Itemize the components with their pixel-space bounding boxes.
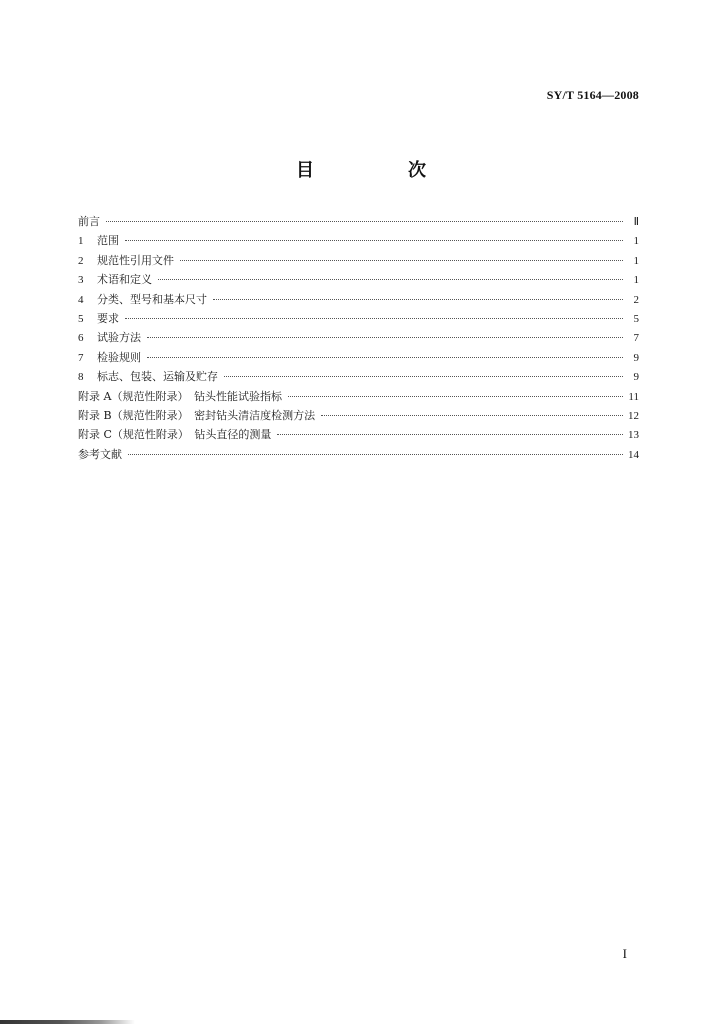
toc-entry-label: 附录 C（规范性附录） 钻头直径的测量 bbox=[78, 428, 272, 442]
toc-entry-appendix-a[interactable] bbox=[78, 387, 639, 406]
toc-entry-label: 附录 B（规范性附录） 密封钻头清洁度检测方法 bbox=[78, 408, 316, 422]
toc-entry-page: 14 bbox=[628, 448, 639, 461]
toc-entry-label: 范围 bbox=[97, 234, 119, 248]
toc-entry-foreword[interactable] bbox=[78, 212, 639, 231]
toc-entry-page: 2 bbox=[633, 293, 639, 306]
toc-entry-appendix-b[interactable] bbox=[78, 406, 639, 425]
toc-entry-label: 要求 bbox=[97, 311, 119, 325]
toc-entry-page: Ⅱ bbox=[633, 216, 639, 228]
toc-entry-label: 前言 bbox=[78, 215, 100, 228]
toc-entry-number: 5 bbox=[78, 312, 84, 325]
toc-entry-page: 12 bbox=[628, 409, 639, 422]
toc-entry-number: 8 bbox=[78, 371, 84, 384]
dot-leader bbox=[147, 356, 623, 358]
toc-entry-5[interactable] bbox=[78, 309, 639, 328]
toc-entry-8[interactable] bbox=[78, 367, 639, 386]
dot-leader bbox=[128, 453, 623, 455]
toc-entry-label: 分类、型号和基本尺寸 bbox=[97, 292, 207, 306]
dot-leader bbox=[180, 259, 623, 261]
toc-entry-label: 标志、包装、运输及贮存 bbox=[97, 370, 218, 384]
toc-entry-label: 规范性引用文件 bbox=[97, 253, 174, 267]
toc-entry-2[interactable] bbox=[78, 251, 639, 270]
dot-leader bbox=[321, 414, 623, 416]
toc-entry-page: 7 bbox=[633, 332, 639, 345]
toc-entry-number: 1 bbox=[78, 235, 84, 248]
toc-entry-references[interactable] bbox=[78, 445, 639, 464]
dot-leader bbox=[288, 395, 623, 397]
toc-entry-appendix-c[interactable] bbox=[78, 425, 639, 444]
toc-entry-page: 11 bbox=[628, 390, 639, 403]
dot-leader bbox=[224, 375, 623, 377]
toc-entry-label: 参考文献 bbox=[78, 447, 122, 461]
toc-entry-label: 试验方法 bbox=[97, 331, 141, 345]
scan-edge-mark bbox=[0, 1020, 135, 1024]
toc-entry-page: 1 bbox=[633, 254, 639, 267]
toc-entry-page: 9 bbox=[633, 351, 639, 364]
dot-leader bbox=[106, 220, 623, 222]
toc-entry-page: 5 bbox=[633, 312, 639, 325]
toc-entry-7[interactable] bbox=[78, 348, 639, 367]
dot-leader bbox=[147, 336, 623, 338]
dot-leader bbox=[213, 298, 623, 300]
dot-leader bbox=[277, 433, 623, 435]
toc-entry-page: 9 bbox=[633, 371, 639, 384]
toc-entry-page: 1 bbox=[633, 274, 639, 287]
standard-code: SY/T 5164—2008 bbox=[546, 88, 639, 102]
toc-entry-label: 附录 A（规范性附录） 钻头性能试验指标 bbox=[78, 389, 282, 403]
table-of-contents bbox=[78, 212, 639, 464]
toc-entry-label: 术语和定义 bbox=[97, 273, 152, 287]
toc-title: 目 次 bbox=[296, 160, 464, 181]
dot-leader bbox=[158, 278, 623, 280]
dot-leader bbox=[125, 239, 623, 241]
toc-entry-number: 4 bbox=[78, 293, 84, 306]
toc-entry-1[interactable] bbox=[78, 231, 639, 250]
page-number: I bbox=[622, 946, 627, 961]
toc-entry-4[interactable] bbox=[78, 290, 639, 309]
toc-entry-page: 13 bbox=[628, 429, 639, 442]
toc-entry-number: 2 bbox=[78, 254, 84, 267]
toc-entry-6[interactable] bbox=[78, 328, 639, 347]
toc-entry-number: 6 bbox=[78, 332, 84, 345]
dot-leader bbox=[125, 317, 623, 319]
toc-entry-page: 1 bbox=[633, 235, 639, 248]
toc-entry-number: 7 bbox=[78, 351, 84, 364]
toc-entry-number: 3 bbox=[78, 274, 84, 287]
toc-entry-label: 检验规则 bbox=[97, 350, 141, 364]
toc-entry-3[interactable] bbox=[78, 270, 639, 289]
